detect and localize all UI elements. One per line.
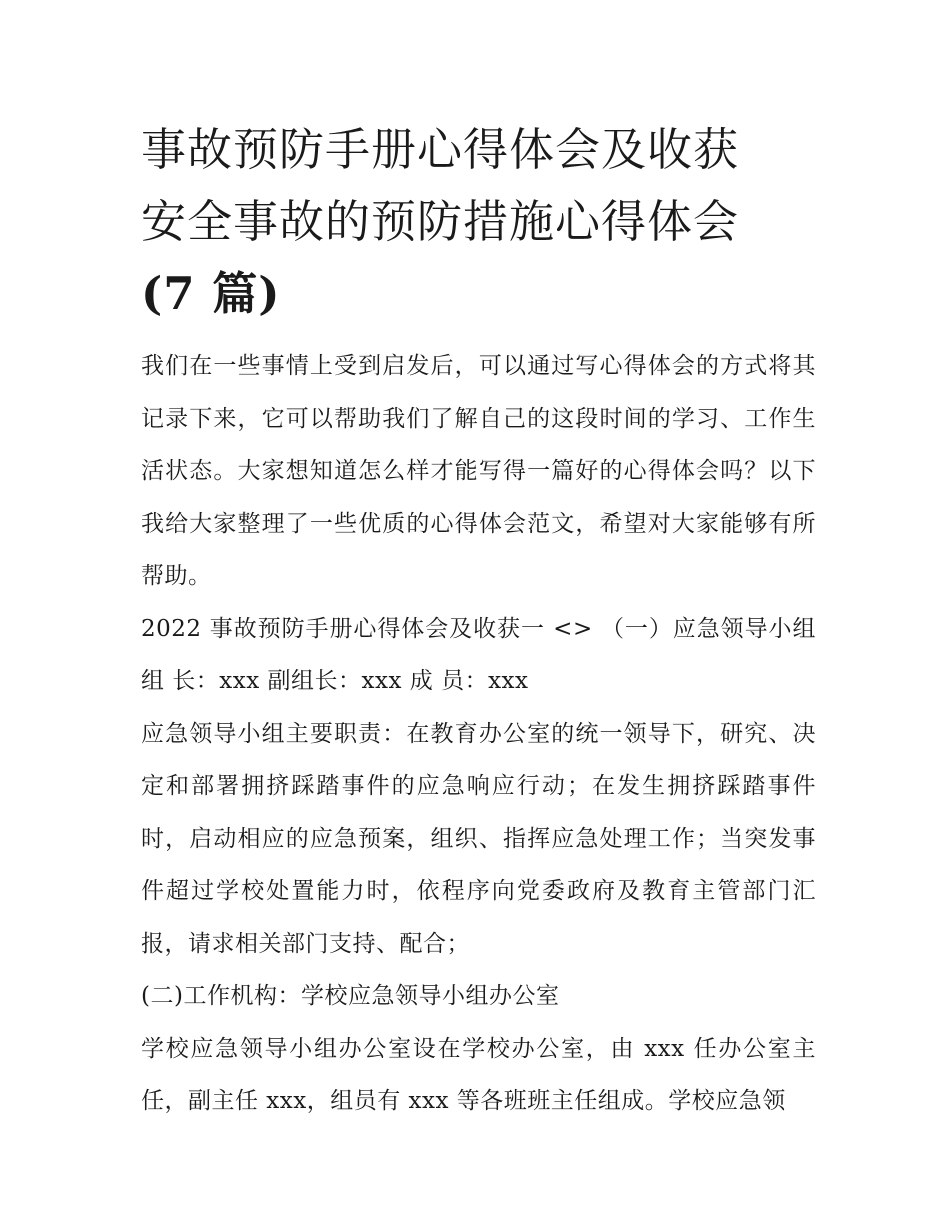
title-line-2: 安全事故的预防措施心得体会 bbox=[141, 195, 740, 248]
document-page bbox=[141, 114, 816, 1128]
intro-paragraph: 我们在一些事情上受到启发后，可以通过写心得体会的方式将其记录下来，它可以帮助我们了解自己的这段时间的学习、工作生活状态。大家想知道怎么样才能写得一篇好的心得体会吗？以下我给大家整理了一些优质的心得体会范文，希望对大家能够有所帮助。 bbox=[141, 353, 816, 589]
document-body bbox=[141, 340, 816, 1128]
title-line-3: (7 篇) bbox=[141, 267, 281, 320]
section-heading-office: (二)工作机构：学校应急领导小组办公室 bbox=[141, 983, 560, 1009]
section-heading-leadership: 2022 事故预防手册心得体会及收获一 <> （一）应急领导小组组 长：xxx 副组长：xxx 成 员：xxx bbox=[141, 615, 816, 694]
office-paragraph: 学校应急领导小组办公室设在学校办公室，由 xxx 任办公室主任，副主任 xxx，组员有 xxx 等各班班主任组成。学校应急领 bbox=[141, 1035, 816, 1114]
document-title bbox=[141, 114, 816, 330]
title-line-1: 事故预防手册心得体会及收获 bbox=[141, 123, 740, 176]
duties-paragraph: 应急领导小组主要职责：在教育办公室的统一领导下，研究、决定和部署拥挤踩踏事件的应急响应行动；在发生拥挤踩踏事件时，启动相应的应急预案，组织、指挥应急处理工作；当突发事件超过学校处置能力时，依程序向党委政府及教育主管部门汇报，请求相关部门支持、配合； bbox=[141, 720, 816, 957]
